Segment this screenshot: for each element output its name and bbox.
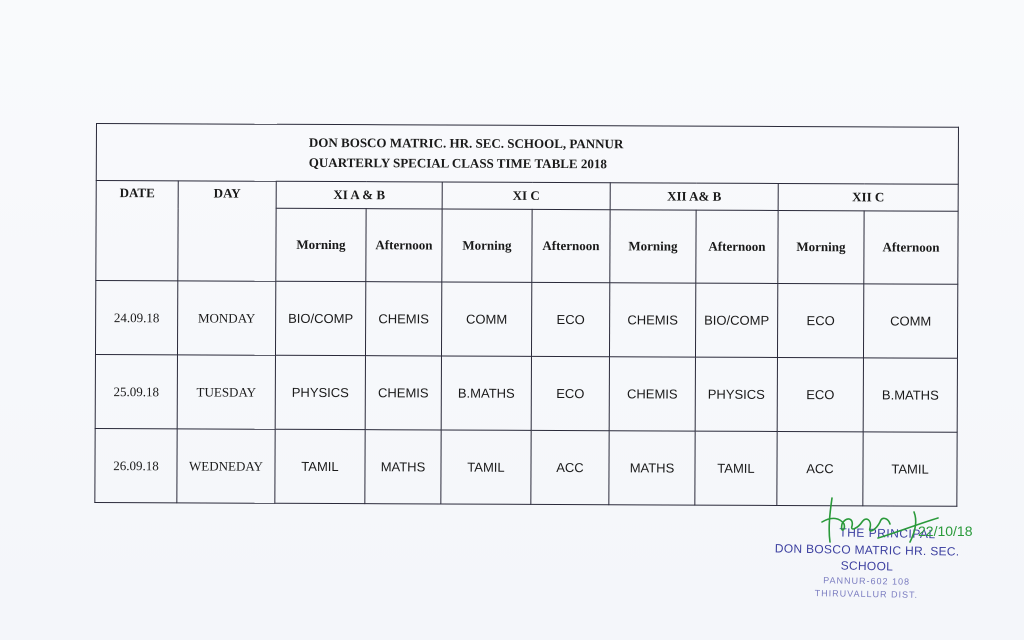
subject-cell: CHEMIS xyxy=(609,283,695,357)
subject-cell: PHYSICS xyxy=(275,355,365,429)
day-cell: TUESDAY xyxy=(177,355,275,429)
stamp-district: THIRUVALLUR DIST. xyxy=(814,588,919,600)
subject-cell: TAMIL xyxy=(695,431,777,505)
table-row xyxy=(95,354,957,432)
subject-cell: ECO xyxy=(777,357,863,431)
subject-cell: TAMIL xyxy=(441,430,531,504)
day-cell: MONDAY xyxy=(177,281,275,355)
subject-cell: BIO/COMP xyxy=(695,283,777,357)
morning-header: Morning xyxy=(442,209,532,282)
day-cell: WEDNEDAY xyxy=(177,429,275,503)
subject-cell: ECO xyxy=(531,282,609,356)
subject-cell: ECO xyxy=(531,356,609,430)
stamp-town: PANNUR-602 108 xyxy=(823,575,911,587)
timetable-title: QUARTERLY SPECIAL CLASS TIME TABLE 2018 xyxy=(308,154,607,172)
subject-cell: ACC xyxy=(531,430,609,504)
subject-cell: MATHS xyxy=(609,431,695,505)
subject-cell: B.MATHS xyxy=(863,358,957,432)
date-cell: 26.09.18 xyxy=(95,428,177,502)
subject-cell: TAMIL xyxy=(275,429,365,503)
school-name: DON BOSCO MATRIC. HR. SEC. SCHOOL, PANNUR xyxy=(308,134,624,152)
principal-signature xyxy=(818,494,988,554)
group-header-xi-c: XI C xyxy=(442,182,610,210)
subject-cell: COMM xyxy=(863,284,957,358)
date-cell: 25.09.18 xyxy=(95,354,177,428)
afternoon-header: Afternoon xyxy=(696,210,778,283)
morning-header: Morning xyxy=(610,210,696,283)
group-header-xii-ab: XII A& B xyxy=(610,183,778,211)
table-row xyxy=(95,281,957,359)
afternoon-header: Afternoon xyxy=(864,211,958,284)
subject-cell: PHYSICS xyxy=(695,357,777,431)
group-header-xii-c: XII C xyxy=(778,183,958,211)
signature-date: 22/10/18 xyxy=(918,523,973,539)
subject-cell: ACC xyxy=(777,431,863,505)
day-header: DAY xyxy=(178,181,276,281)
morning-header: Morning xyxy=(276,208,366,281)
title-cell xyxy=(96,124,958,185)
group-header-xi-ab: XI A & B xyxy=(276,181,442,209)
date-header: DATE xyxy=(96,181,178,281)
subject-cell: CHEMIS xyxy=(365,356,441,430)
subject-cell: MATHS xyxy=(365,430,441,504)
subject-cell: CHEMIS xyxy=(609,357,695,431)
subject-cell: B.MATHS xyxy=(441,356,531,430)
date-cell: 24.09.18 xyxy=(95,281,177,355)
subject-cell: TAMIL xyxy=(863,432,957,506)
stamp-title: THE PRINCIPAL xyxy=(839,525,936,542)
afternoon-header: Afternoon xyxy=(532,209,610,282)
subject-cell: BIO/COMP xyxy=(275,281,365,355)
stamp-school: DON BOSCO MATRIC HR. SEC. SCHOOL xyxy=(774,541,960,574)
subject-cell: COMM xyxy=(441,282,531,356)
morning-header: Morning xyxy=(778,210,864,283)
subject-cell: CHEMIS xyxy=(365,282,441,356)
timetable xyxy=(94,123,959,507)
subject-cell: ECO xyxy=(777,283,863,357)
afternoon-header: Afternoon xyxy=(366,209,442,282)
